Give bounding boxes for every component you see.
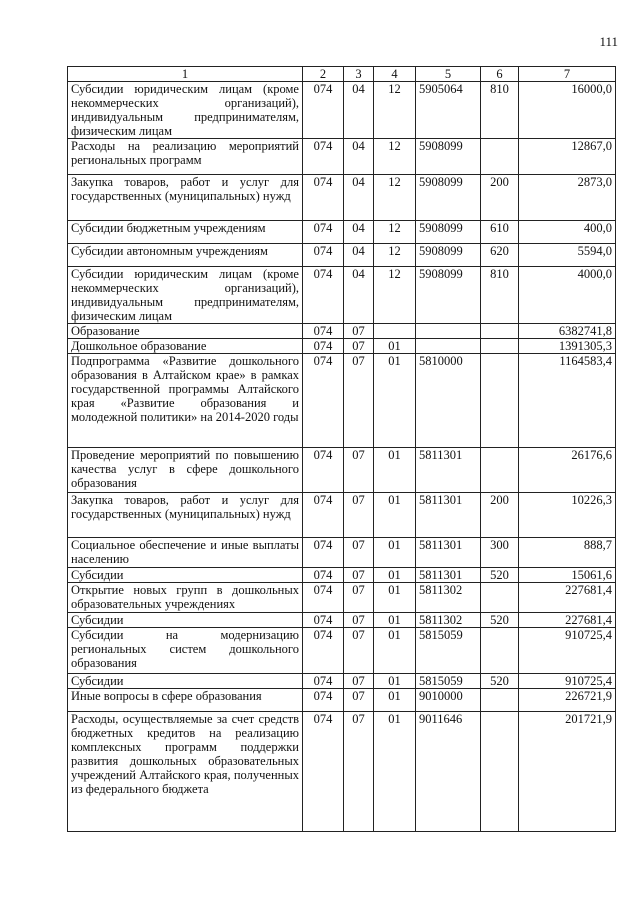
row-code-subsection: 01	[374, 568, 416, 583]
row-code-target: 5815059	[416, 674, 481, 689]
row-amount: 10226,3	[519, 493, 616, 538]
row-code-subsection: 01	[374, 493, 416, 538]
row-code-subsection: 12	[374, 244, 416, 267]
row-code-expense-type	[481, 689, 519, 712]
row-code-target: 5811301	[416, 448, 481, 493]
row-amount: 910725,4	[519, 674, 616, 689]
row-code-expense-type	[481, 324, 519, 339]
row-code-section: 07	[344, 613, 374, 628]
table-row	[68, 448, 616, 493]
row-name: Субсидии юридическим лицам (кроме некоммерческих организаций), индивидуальным предпринимателям, физическим лицам	[68, 267, 303, 324]
row-code-ministry: 074	[303, 139, 344, 175]
row-amount: 1164583,4	[519, 354, 616, 448]
row-amount: 400,0	[519, 221, 616, 244]
row-code-target: 5908099	[416, 244, 481, 267]
row-code-subsection: 01	[374, 354, 416, 448]
row-code-ministry: 074	[303, 628, 344, 674]
row-amount: 4000,0	[519, 267, 616, 324]
table-row	[68, 267, 616, 324]
row-code-ministry: 074	[303, 324, 344, 339]
row-code-ministry: 074	[303, 674, 344, 689]
row-code-target: 9011646	[416, 712, 481, 832]
row-code-section: 07	[344, 538, 374, 568]
row-code-ministry: 074	[303, 448, 344, 493]
row-code-subsection: 01	[374, 583, 416, 613]
row-name: Закупка товаров, работ и услуг для государственных (муниципальных) нужд	[68, 493, 303, 538]
row-name: Субсидии	[68, 674, 303, 689]
row-code-subsection: 12	[374, 267, 416, 324]
row-code-subsection: 01	[374, 613, 416, 628]
row-code-section: 07	[344, 674, 374, 689]
row-code-expense-type: 520	[481, 674, 519, 689]
table-row	[68, 324, 616, 339]
header-cell: 6	[481, 67, 519, 82]
row-name: Подпрограмма «Развитие дошкольного образования в Алтайском крае» в рамках государственной программы Алтайского края «Развитие образования и молодежной политики» на 2014-2020 годы	[68, 354, 303, 448]
row-code-expense-type	[481, 628, 519, 674]
row-code-ministry: 074	[303, 613, 344, 628]
table-row	[68, 583, 616, 613]
row-name: Субсидии автономным учреждениям	[68, 244, 303, 267]
header-cell: 4	[374, 67, 416, 82]
row-code-expense-type: 200	[481, 175, 519, 221]
row-code-ministry: 074	[303, 221, 344, 244]
table-row	[68, 244, 616, 267]
row-code-section: 07	[344, 324, 374, 339]
row-code-section: 04	[344, 221, 374, 244]
row-amount: 2873,0	[519, 175, 616, 221]
row-code-expense-type: 520	[481, 613, 519, 628]
table-row	[68, 354, 616, 448]
row-code-expense-type: 810	[481, 82, 519, 139]
header-cell: 5	[416, 67, 481, 82]
row-name: Закупка товаров, работ и услуг для государственных (муниципальных) нужд	[68, 175, 303, 221]
row-name: Расходы, осуществляемые за счет средств бюджетных кредитов на реализацию комплексных программ поддержки развития дошкольных образовательных учреждений Алтайского края, полученных из федерального бюджета	[68, 712, 303, 832]
row-name: Расходы на реализацию мероприятий региональных программ	[68, 139, 303, 175]
row-code-expense-type: 810	[481, 267, 519, 324]
header-cell: 2	[303, 67, 344, 82]
table-row	[68, 175, 616, 221]
row-code-section: 04	[344, 139, 374, 175]
budget-table	[67, 66, 616, 832]
row-code-subsection: 01	[374, 674, 416, 689]
row-code-expense-type	[481, 339, 519, 354]
row-code-subsection: 12	[374, 175, 416, 221]
row-code-expense-type: 300	[481, 538, 519, 568]
row-code-ministry: 074	[303, 82, 344, 139]
row-name: Социальное обеспечение и иные выплаты населению	[68, 538, 303, 568]
row-amount: 26176,6	[519, 448, 616, 493]
row-amount: 201721,9	[519, 712, 616, 832]
row-code-subsection: 12	[374, 221, 416, 244]
row-code-expense-type	[481, 448, 519, 493]
row-amount: 888,7	[519, 538, 616, 568]
row-code-subsection: 01	[374, 628, 416, 674]
row-code-ministry: 074	[303, 493, 344, 538]
header-cell: 1	[68, 67, 303, 82]
row-code-ministry: 074	[303, 267, 344, 324]
table-row	[68, 82, 616, 139]
row-code-ministry: 074	[303, 339, 344, 354]
row-amount: 910725,4	[519, 628, 616, 674]
table-row	[68, 628, 616, 674]
row-name: Проведение мероприятий по повышению качества услуг в сфере дошкольного образования	[68, 448, 303, 493]
row-amount: 6382741,8	[519, 324, 616, 339]
page-number: 111	[599, 34, 618, 49]
row-code-ministry: 074	[303, 538, 344, 568]
row-code-target: 9010000	[416, 689, 481, 712]
row-code-target	[416, 339, 481, 354]
row-amount: 226721,9	[519, 689, 616, 712]
row-amount: 227681,4	[519, 613, 616, 628]
row-code-expense-type: 610	[481, 221, 519, 244]
row-amount: 5594,0	[519, 244, 616, 267]
row-code-target: 5811302	[416, 613, 481, 628]
row-code-ministry: 074	[303, 712, 344, 832]
row-code-subsection: 01	[374, 339, 416, 354]
row-code-target: 5905064	[416, 82, 481, 139]
table-row	[68, 221, 616, 244]
row-code-section: 07	[344, 712, 374, 832]
row-code-section: 04	[344, 244, 374, 267]
table-row	[68, 712, 616, 832]
row-code-expense-type	[481, 712, 519, 832]
row-code-target: 5811301	[416, 493, 481, 538]
row-code-ministry: 074	[303, 689, 344, 712]
row-code-subsection: 12	[374, 139, 416, 175]
table-row	[68, 139, 616, 175]
row-name: Открытие новых групп в дошкольных образовательных учреждениях	[68, 583, 303, 613]
row-amount: 12867,0	[519, 139, 616, 175]
table-row	[68, 538, 616, 568]
row-code-subsection	[374, 324, 416, 339]
row-code-expense-type	[481, 583, 519, 613]
row-code-expense-type	[481, 354, 519, 448]
row-code-section: 07	[344, 448, 374, 493]
row-code-target: 5811301	[416, 538, 481, 568]
row-code-target: 5811302	[416, 583, 481, 613]
row-code-ministry: 074	[303, 354, 344, 448]
row-code-expense-type: 200	[481, 493, 519, 538]
row-code-expense-type	[481, 139, 519, 175]
row-name: Дошкольное образование	[68, 339, 303, 354]
row-code-ministry: 074	[303, 175, 344, 221]
table-row	[68, 674, 616, 689]
row-code-target: 5908099	[416, 267, 481, 324]
row-code-section: 07	[344, 354, 374, 448]
row-code-subsection: 01	[374, 689, 416, 712]
table-header-row	[68, 67, 616, 82]
row-code-section: 07	[344, 583, 374, 613]
row-code-section: 04	[344, 82, 374, 139]
row-amount: 1391305,3	[519, 339, 616, 354]
row-code-section: 07	[344, 689, 374, 712]
row-code-target: 5908099	[416, 139, 481, 175]
table-row	[68, 493, 616, 538]
table-row	[68, 568, 616, 583]
row-code-section: 07	[344, 339, 374, 354]
row-code-expense-type: 520	[481, 568, 519, 583]
row-name: Субсидии	[68, 613, 303, 628]
row-code-section: 07	[344, 568, 374, 583]
row-amount: 16000,0	[519, 82, 616, 139]
row-code-ministry: 074	[303, 583, 344, 613]
row-code-section: 07	[344, 493, 374, 538]
row-code-target	[416, 324, 481, 339]
row-name: Субсидии бюджетным учреждениям	[68, 221, 303, 244]
header-cell: 7	[519, 67, 616, 82]
row-code-ministry: 074	[303, 568, 344, 583]
row-code-target: 5811301	[416, 568, 481, 583]
row-code-target: 5810000	[416, 354, 481, 448]
row-name: Образование	[68, 324, 303, 339]
row-code-target: 5815059	[416, 628, 481, 674]
row-code-subsection: 01	[374, 448, 416, 493]
row-code-ministry: 074	[303, 244, 344, 267]
row-code-target: 5908099	[416, 221, 481, 244]
row-code-subsection: 01	[374, 538, 416, 568]
row-code-expense-type: 620	[481, 244, 519, 267]
row-code-section: 07	[344, 628, 374, 674]
row-name: Субсидии юридическим лицам (кроме некоммерческих организаций), индивидуальным предпринимателям, физическим лицам	[68, 82, 303, 139]
header-cell: 3	[344, 67, 374, 82]
table-row	[68, 613, 616, 628]
row-amount: 15061,6	[519, 568, 616, 583]
row-name: Субсидии на модернизацию региональных систем дошкольного образования	[68, 628, 303, 674]
row-amount: 227681,4	[519, 583, 616, 613]
table-row	[68, 339, 616, 354]
row-code-subsection: 01	[374, 712, 416, 832]
row-code-section: 04	[344, 175, 374, 221]
row-code-subsection: 12	[374, 82, 416, 139]
row-name: Субсидии	[68, 568, 303, 583]
row-code-target: 5908099	[416, 175, 481, 221]
row-code-section: 04	[344, 267, 374, 324]
table-row	[68, 689, 616, 712]
row-name: Иные вопросы в сфере образования	[68, 689, 303, 712]
